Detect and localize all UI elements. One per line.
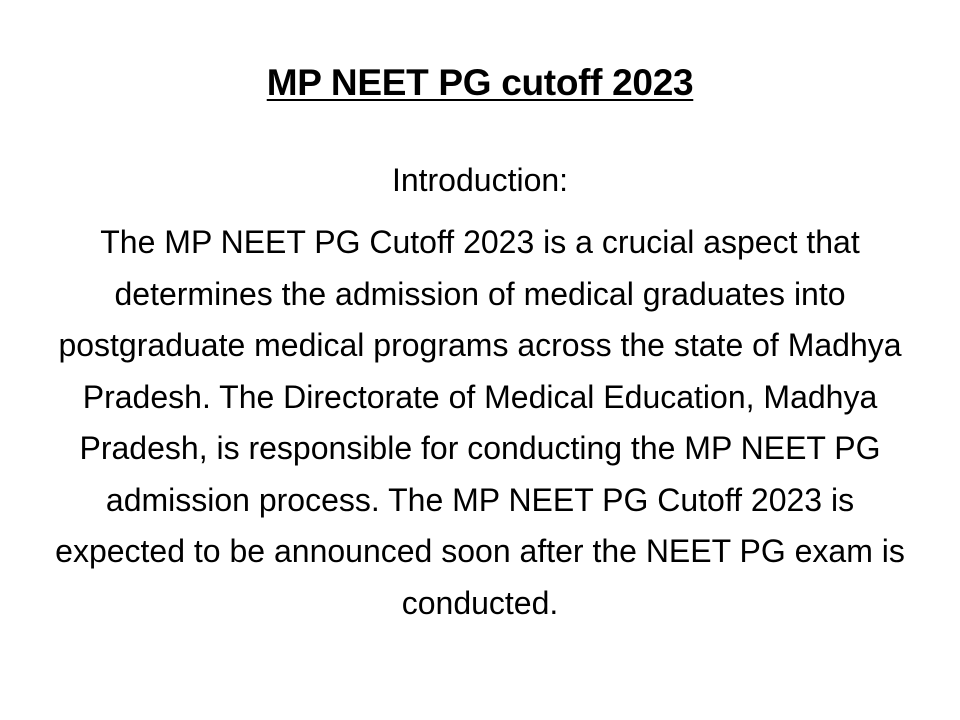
body-paragraph: The MP NEET PG Cutoff 2023 is a crucial aspect that determines the admission of medical graduates into postgraduate medical programs across the state of Madhya Pradesh. The Directorate of Medical Education, Madhya Pradesh, is responsible for conducting the MP NEET PG admission process. The MP NEET PG Cutoff 2023 is expected to be announced soon after the NEET PG exam is conducted. — [55, 224, 905, 621]
intro-heading: Introduction: — [391, 162, 569, 198]
slide-title: MP NEET PG cutoff 2023 — [266, 62, 694, 103]
